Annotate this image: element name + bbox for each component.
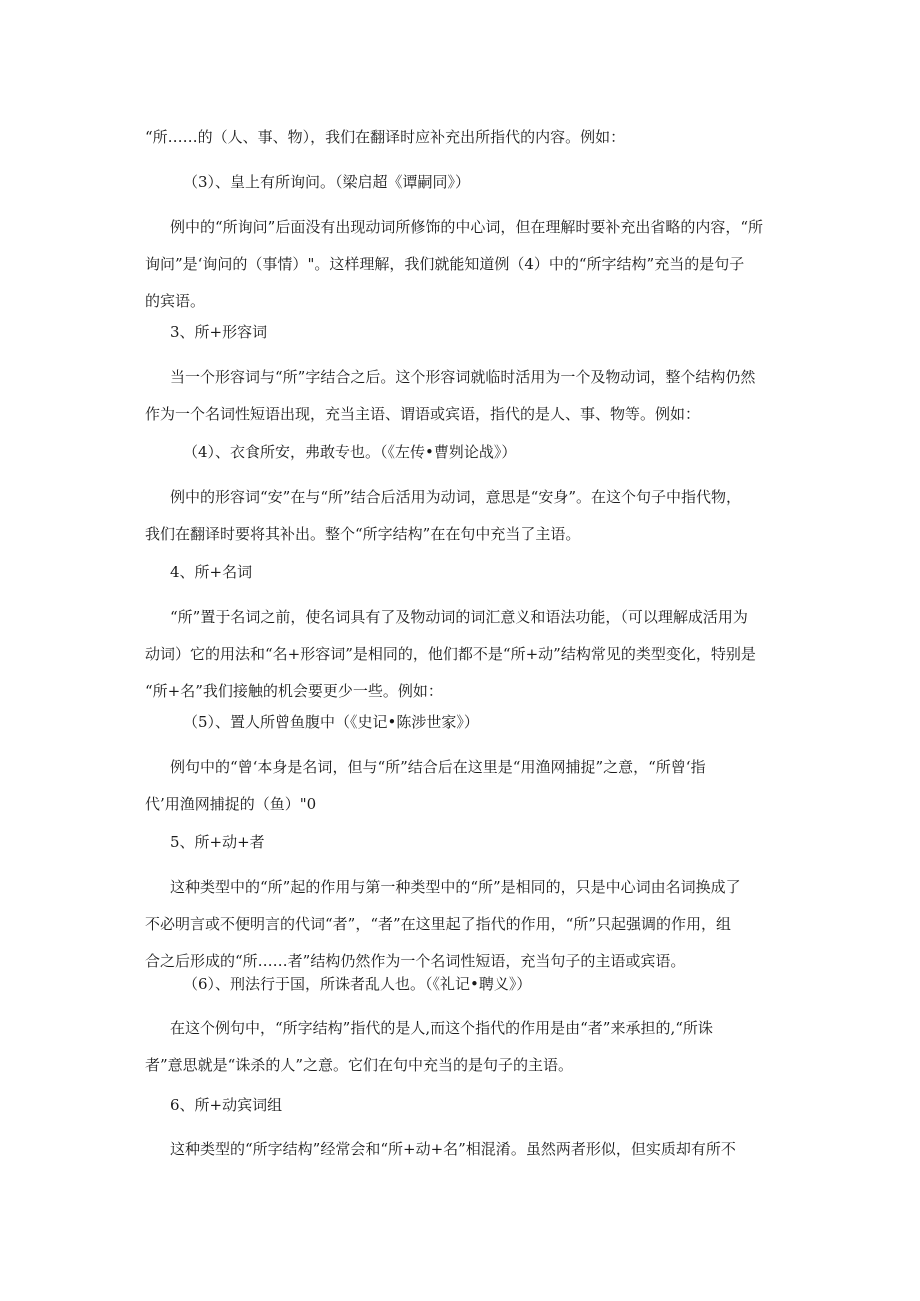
section-3-heading [170, 314, 267, 351]
text-line: 当一个形容词与“所”字结合之后。这个形容词就临时活用为一个及物动词，整个结构仍然 [170, 368, 756, 386]
text-line: 作为一个名词性短语出现，充当主语、谓语或宾语，指代的是人、事、物等。例如： [145, 405, 701, 423]
text-line: 代’用渔网捕捉的（鱼）"0 [145, 795, 317, 813]
section-6-paragraph [170, 1131, 736, 1168]
text-line: “所+名”我们接触的机会要更少一些。例如： [145, 682, 443, 700]
text-line: 询问”是‘询问的（事情）"。这样理解，我们就能知道例（4）中的“所字结构”充当的是句子 [145, 255, 745, 273]
section-5-paragraph [145, 869, 741, 980]
section-4-heading [170, 554, 252, 591]
text-line: 在这个例句中，“所字结构”指代的是人,而这个指代的作用是由“者”来承担的,“所诛 [170, 1019, 713, 1037]
example-6-explanation [145, 1010, 713, 1084]
heading-text: 3、所+形容词 [170, 323, 268, 341]
example-4-sentence [183, 434, 516, 471]
heading-text: 4、所+名词 [170, 563, 253, 581]
example-5-sentence [183, 704, 479, 741]
text-line: （5）、置人所曾鱼腹中（《史记•陈涉世家》） [183, 713, 479, 731]
text-line: （6）、刑法行于国，所诛者乱人也。（《礼记•聘义》） [183, 975, 532, 993]
text-line: （4）、衣食所安，弗敢专也。（《左传•曹刿论战》） [183, 443, 517, 461]
text-line: 例中的形容词“安”在与“所”结合后活用为动词，意思是“安身”。在这个句子中指代物， [170, 488, 742, 506]
text-line: 不必明言或不便明言的代词“者”，“者”在这里起了指代的作用，“所”只起强调的作用，组 [145, 915, 732, 933]
example-4-explanation [145, 479, 742, 553]
text-line: “所”置于名词之前，使名词具有了及物动词的词汇意义和语法功能，（可以理解成活用为 [170, 608, 748, 626]
text-line: “所……的（人、事、物），我们在翻译时应补充出所指代的内容。例如： [145, 128, 626, 146]
section-3-paragraph [145, 359, 756, 433]
section-4-paragraph [145, 599, 756, 710]
intro-paragraph [145, 119, 625, 156]
text-line: 我们在翻译时要将其补出。整个“所字结构”在在句中充当了主语。 [145, 525, 581, 543]
text-line: 合之后形成的“所……者”结构仍然作为一个名词性短语，充当句子的主语或宾语。 [145, 952, 686, 970]
section-6-heading [170, 1087, 282, 1124]
text-line: 的宾语。 [145, 292, 206, 310]
heading-text: 5、所+动+者 [170, 833, 265, 851]
text-line: 例句中的“曾‘本身是名词，但与“所”结合后在这里是“用渔网捕捉”之意，“所曾‘指 [170, 758, 706, 776]
text-line: （3）、皇上有所询问。（梁启超《谭嗣同》） [183, 173, 471, 191]
section-5-heading [170, 824, 265, 861]
example-3-sentence [183, 164, 470, 201]
text-line: 这种类型的“所字结构”经常会和“所+动+名”相混淆。虽然两者形似，但实质却有所不 [170, 1140, 736, 1158]
text-line: 这种类型中的“所”起的作用与第一种类型中的“所”是相同的，只是中心词由名词换成了 [170, 878, 741, 896]
example-5-explanation [145, 749, 706, 823]
example-3-explanation [145, 209, 764, 320]
text-line: 者”意思就是“诛杀的人”之意。它们在句中充当的是句子的主语。 [145, 1056, 574, 1074]
text-line: 例中的“所询问”后面没有出现动词所修饰的中心词，但在理解时要补充出省略的内容，“所 [170, 218, 764, 236]
heading-text: 6、所+动宾词组 [170, 1096, 283, 1114]
text-line: 动词）它的用法和“名+形容词”是相同的，他们都不是“所+动”结构常见的类型变化，特别是 [145, 645, 756, 663]
example-6-sentence [183, 966, 531, 1003]
